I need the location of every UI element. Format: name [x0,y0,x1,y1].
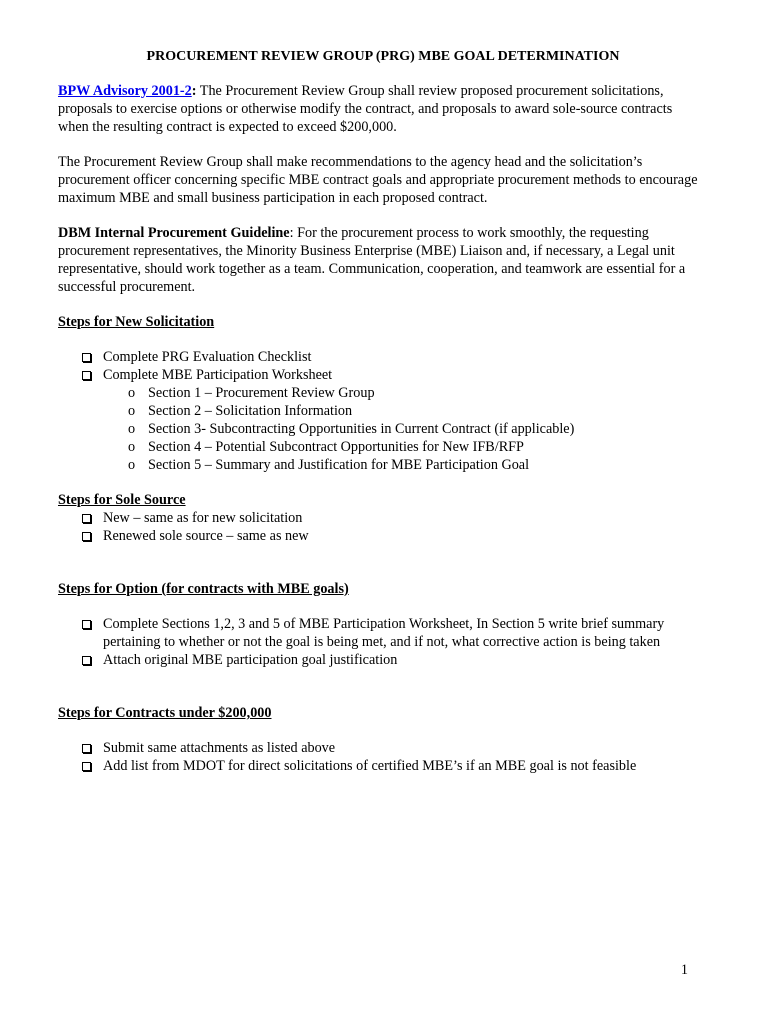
sub-list-item-text: Section 3- Subcontracting Opportunities in Current Contract (if applicable) [148,421,575,437]
circle-bullet: o [128,385,136,401]
contracts-under-200k-list [58,739,698,775]
checkbox-list-item: Add list from MDOT for direct solicitations of certified MBE’s if an MBE goal is not feasible [58,757,698,775]
heading-new-solicitation: Steps for New Solicitation [58,314,215,330]
checkbox-list-item [58,366,698,474]
sub-list-item [58,402,698,420]
checkbox-list-item: Attach original MBE participation goal justification [58,651,698,669]
new-solicitation-list [58,348,698,474]
checkbox-list-item: Submit same attachments as listed above [58,739,698,757]
dbm-guideline-label: DBM Internal Procurement Guideline [58,225,290,241]
circle-bullet: o [128,439,136,455]
bpw-advisory-paragraph [58,82,698,136]
sub-list-item [58,438,698,456]
option-list [58,615,698,669]
bpw-advisory-colon: : [191,83,197,99]
sub-list-item-text: Section 1 – Procurement Review Group [148,385,375,401]
heading-option: Steps for Option (for contracts with MBE goals) [58,581,349,597]
prg-recommendation-paragraph: The Procurement Review Group shall make recommendations to the agency head and the solicitation’s procurement officer concerning specific MBE contract goals and appropriate procurement methods to encourage maximum MBE and small business participation in each proposed contract. [58,154,698,206]
dbm-guideline-text: : For the procurement process to work smoothly, the requesting procurement representatives, the Minority Business Enterprise (MBE) Liaison and, if necessary, a Legal unit representative, should work together as a team. Communication, cooperation, and teamwork are essential for a successful procurement. [58,225,686,295]
worksheet-sections-list [103,384,698,474]
sub-list-item-text: Section 2 – Solicitation Information [148,403,353,419]
checkbox-list-item: New – same as for new solicitation [58,509,698,527]
sub-list-item-text: Section 4 – Potential Subcontract Opportunities for New IFB/RFP [148,439,524,455]
bpw-advisory-text: The Procurement Review Group shall review proposed procurement solicitations, proposals to exercise options or otherwise modify the contract, and proposals to award sole-source contracts when the resulting contract is expected to exceed $200,000. [58,83,673,135]
circle-bullet: o [128,421,136,437]
sub-list-item-text: Section 5 – Summary and Justification for MBE Participation Goal [148,457,530,473]
heading-contracts-under-200k: Steps for Contracts under $200,000 [58,705,272,721]
circle-bullet: o [128,403,136,419]
checkbox-list-item: Renewed sole source – same as new [58,527,698,545]
sub-list-item [58,384,698,402]
sub-list-item [58,420,698,438]
heading-sole-source: Steps for Sole Source [58,492,186,508]
sub-list-item [58,456,698,474]
document-title: PROCUREMENT REVIEW GROUP (PRG) MBE GOAL DETERMINATION [146,49,620,64]
list-item-text: Complete MBE Participation Worksheet [103,367,333,383]
page-number: 1 [680,962,688,978]
bpw-advisory-link[interactable]: BPW Advisory 2001-2 [58,83,192,99]
sole-source-list [58,509,698,545]
checkbox-list-item: Complete PRG Evaluation Checklist [58,348,698,366]
circle-bullet: o [128,457,136,473]
dbm-guideline-paragraph [58,224,698,296]
checkbox-list-item: Complete Sections 1,2, 3 and 5 of MBE Participation Worksheet, In Section 5 write brief summary pertaining to whether or not the goal is being met, and if not, what corrective action is being taken [58,615,698,651]
document-page [58,48,698,775]
